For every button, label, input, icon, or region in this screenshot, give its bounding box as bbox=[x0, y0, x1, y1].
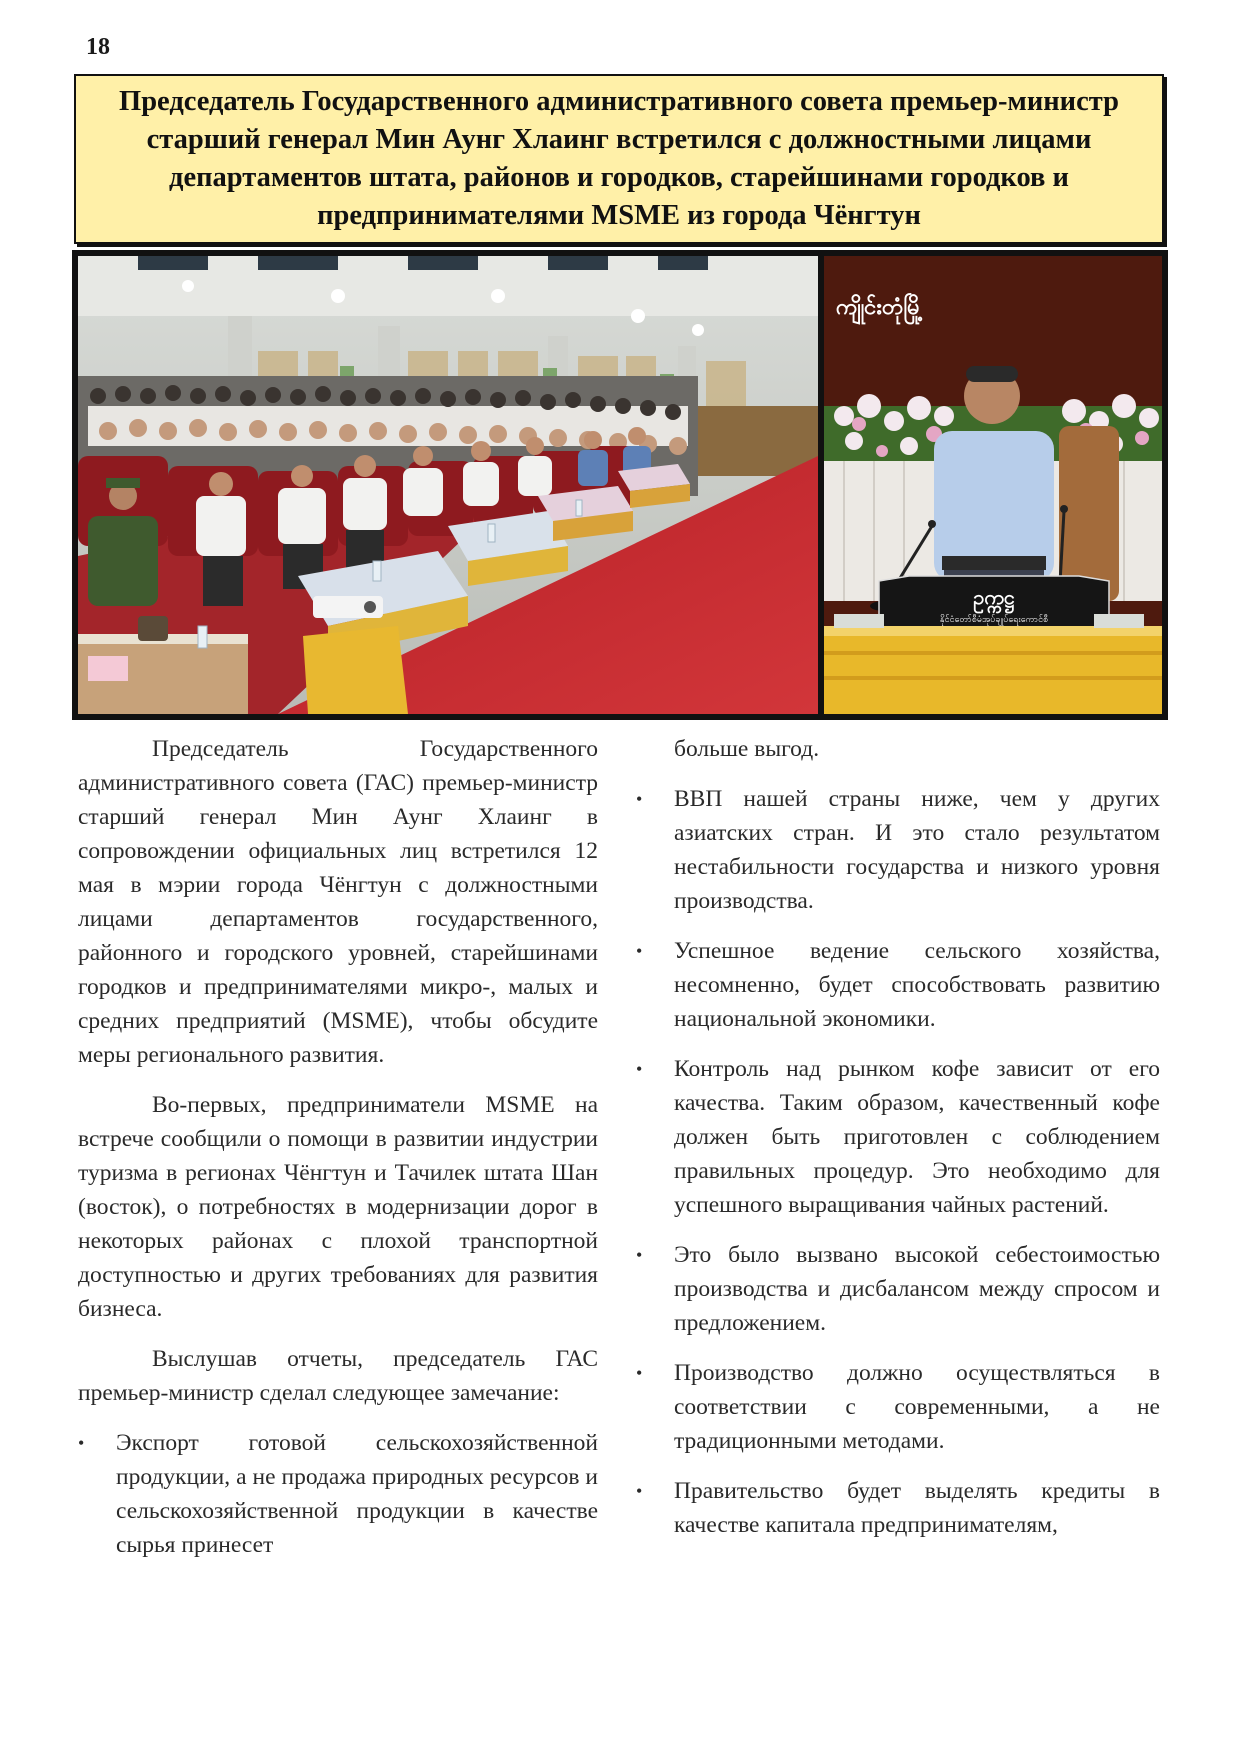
list-item-text: Правительство будет выделять кредиты в качестве капитала предпринимателям, bbox=[674, 1478, 1160, 1538]
paragraph-intro: Председатель Государственного административного совета (ГАС) премьер-министр старший генерал Мин Аунг Хлаинг в сопровождении официальных лиц встретился 12 мая в мэрии города Чёнгтун с должностными лицами департаментов государственного, районного и городского уровней, старейшинами городков и предпринимателями микро-, малых и средних предприятий (MSME), чтобы обсудите меры регионального развития. bbox=[78, 736, 598, 1068]
bullet-icon: • bbox=[636, 789, 643, 809]
list-item bbox=[636, 1052, 1160, 1222]
speaker-photo bbox=[824, 256, 1162, 714]
left-column bbox=[78, 732, 598, 1578]
bullet-icon: • bbox=[636, 941, 643, 961]
audience-photo bbox=[78, 256, 818, 714]
page-number: 18 bbox=[86, 34, 110, 60]
list-item bbox=[636, 934, 1160, 1036]
paragraph-msme: Во-первых, предприниматели MSME на встрече сообщили о помощи в развитии индустрии туризма в регионах Чёнгтун и Тачилек штата Шан (восток), о потребностях в модернизации дорог в некоторых районах с плохой транспортной доступностью и других требованиях для развития бизнеса. bbox=[78, 1092, 598, 1322]
paragraph-remarks: Выслушав отчеты, председатель ГАС премьер-министр сделал следующее замечание: bbox=[78, 1346, 598, 1406]
nameplate-title: ဥက္ကဋ္ဌ bbox=[973, 585, 1015, 609]
list-item-text: ВВП нашей страны ниже, чем у других азиатских стран. И это стало результатом нестабильности государства и низкого уровня производства. bbox=[674, 786, 1160, 914]
bullet-icon: • bbox=[636, 1245, 643, 1265]
list-item-text: Контроль над рынком кофе зависит от его качества. Таким образом, качественный кофе должен быть приготовлен с соблюдением правильных процедур. Это необходимо для успешного выращивания чайных растений. bbox=[674, 1056, 1160, 1218]
list-item-text: Успешное ведение сельского хозяйства, несомненно, будет способствовать развитию национальной экономики. bbox=[674, 938, 1160, 1032]
list-item bbox=[78, 1426, 598, 1562]
continuation-text: больше выгод. bbox=[674, 736, 820, 762]
bullet-icon: • bbox=[636, 1363, 643, 1383]
bullet-icon: • bbox=[78, 1433, 85, 1453]
list-item bbox=[636, 1238, 1160, 1340]
list-item-text: Производство должно осуществляться в соответствии с современными, а не традиционными методами. bbox=[674, 1360, 1160, 1454]
nameplate-subtitle: နိုင်ငံတော်စီမံအုပ်ချုပ်ရေးကောင်စီ bbox=[939, 615, 1049, 625]
right-column bbox=[636, 732, 1160, 1558]
list-item-text: Это было вызвано высокой себестоимостью производства и дисбалансом между спросом и предложением. bbox=[674, 1242, 1160, 1336]
bullet-icon: • bbox=[636, 1481, 643, 1501]
photo-strip bbox=[72, 250, 1168, 720]
headline: Председатель Государственного административного совета премьер-министр старший генерал Мин Аунг Хлаинг встретился с должностными лицами департаментов штата, районов и городков, старейшинами городков и предпринимателями MSME из города Чёнгтун bbox=[119, 86, 1119, 231]
remarks-list-left bbox=[78, 1426, 598, 1562]
list-item-text: Экспорт готовой сельскохозяйственной продукции, а не продажа природных ресурсов и сельскохозяйственной продукции в качестве сырья принесет bbox=[116, 1430, 598, 1558]
list-item bbox=[636, 1474, 1160, 1542]
list-item bbox=[636, 782, 1160, 918]
headline-box bbox=[74, 74, 1164, 244]
list-item bbox=[636, 1356, 1160, 1458]
remarks-list-right bbox=[636, 782, 1160, 1542]
bullet-icon: • bbox=[636, 1059, 643, 1079]
sign-top-text: ကျိုင်းတုံမြို့ bbox=[836, 295, 924, 320]
